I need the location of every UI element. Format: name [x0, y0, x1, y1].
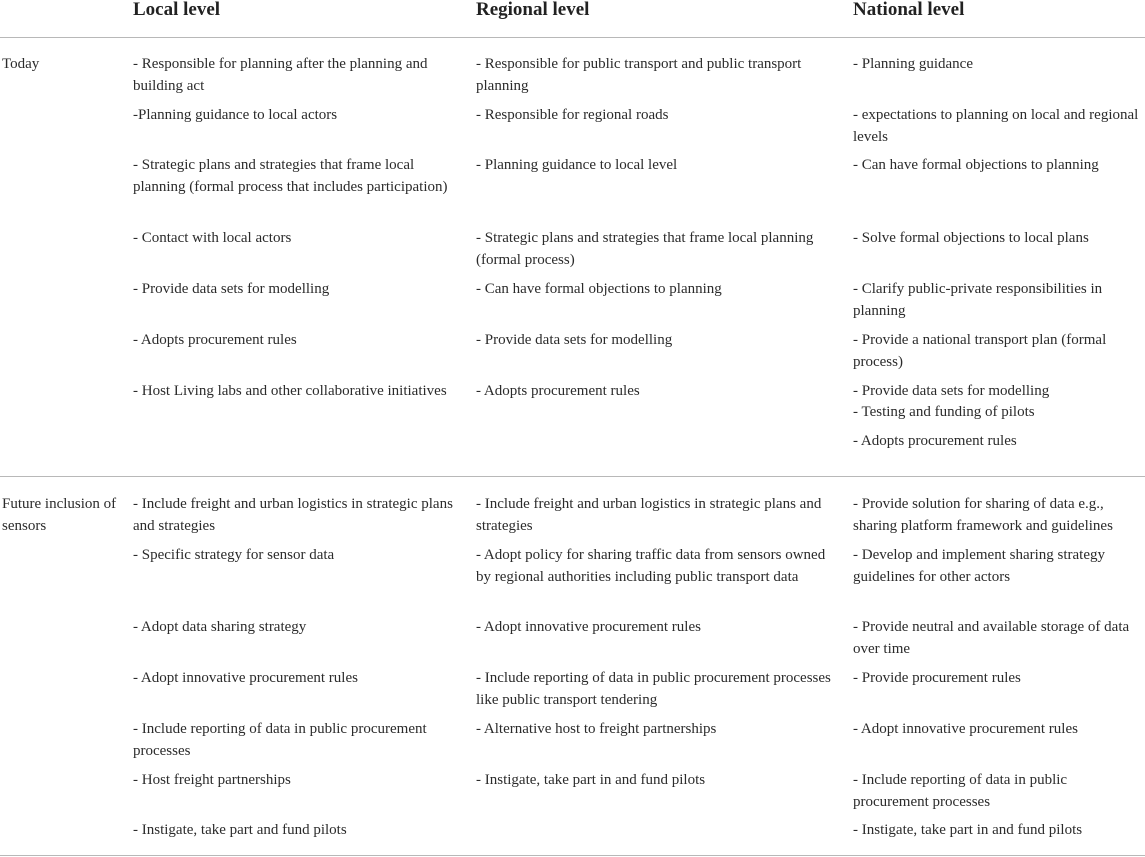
- table-cell: - Include freight and urban logistics in strategic plans and strategies: [133, 496, 453, 534]
- table-cell: - Testing and funding of pilots: [853, 404, 1035, 420]
- table-cell: - Strategic plans and strategies that frame local planning (formal process that includes participation): [133, 157, 448, 195]
- table-cell: - Adopt innovative procurement rules: [853, 721, 1078, 737]
- table-cell: - Responsible for regional roads: [476, 107, 669, 123]
- table-cell: - Adopts procurement rules: [853, 433, 1017, 449]
- table-cell: - Solve formal objections to local plans: [853, 230, 1089, 246]
- table-cell: - Provide neutral and available storage of data over time: [853, 619, 1130, 657]
- table-bottom-divider: [0, 855, 1145, 856]
- table-cell: - Responsible for public transport and public transport planning: [476, 56, 802, 94]
- table-cell: - Include reporting of data in public procurement processes: [133, 721, 427, 759]
- column-header-national: National level: [853, 0, 965, 20]
- table-cell: - Contact with local actors: [133, 230, 292, 246]
- table-cell: - Include reporting of data in public procurement processes like public transport tendering: [476, 670, 831, 708]
- table-cell: - Provide data sets for modelling: [476, 332, 673, 348]
- table-cell: - Include reporting of data in public procurement processes: [853, 772, 1068, 810]
- table-cell: -Planning guidance to local actors: [133, 107, 338, 123]
- table-cell: - Planning guidance to local level: [476, 157, 678, 173]
- section-divider: [0, 476, 1145, 477]
- table-cell: - Adopt policy for sharing traffic data from sensors owned by regional authorities including public transport data: [476, 547, 826, 585]
- table-cell: - Host Living labs and other collaborative initiatives: [133, 383, 447, 399]
- table-cell: - Planning guidance: [853, 56, 973, 72]
- header-divider: [0, 37, 1145, 38]
- table-cell: - Provide a national transport plan (formal process): [853, 332, 1107, 370]
- table-cell: - Adopt innovative procurement rules: [476, 619, 701, 635]
- table-cell: - Instigate, take part in and fund pilots: [853, 822, 1083, 838]
- table-cell: - Include freight and urban logistics in strategic plans and strategies: [476, 496, 822, 534]
- table-cell: - Adopts procurement rules: [133, 332, 297, 348]
- table-cell: - Adopt innovative procurement rules: [133, 670, 358, 686]
- table-cell: - Alternative host to freight partnerships: [476, 721, 717, 737]
- table-cell: - Can have formal objections to planning: [853, 157, 1099, 173]
- table-cell: - Develop and implement sharing strategy guidelines for other actors: [853, 547, 1106, 585]
- table-cell: - Instigate, take part and fund pilots: [133, 822, 347, 838]
- table-cell: - Provide solution for sharing of data e.g., sharing platform framework and guidelines: [853, 496, 1113, 534]
- section-label-future: Future inclusion of sensors: [2, 496, 117, 534]
- table-cell: - Provide data sets for modelling: [133, 281, 330, 297]
- table-cell: - Provide procurement rules: [853, 670, 1021, 686]
- table-cell: - Instigate, take part in and fund pilots: [476, 772, 706, 788]
- table-cell: - Clarify public-private responsibilities in planning: [853, 281, 1103, 319]
- table-cell: - Can have formal objections to planning: [476, 281, 722, 297]
- table-cell: - expectations to planning on local and regional levels: [853, 107, 1139, 145]
- table-cell: - Provide data sets for modelling: [853, 383, 1050, 399]
- column-header-local: Local level: [133, 0, 221, 20]
- table-cell: - Specific strategy for sensor data: [133, 547, 335, 563]
- table-cell: - Adopts procurement rules: [476, 383, 640, 399]
- section-label-today: Today: [2, 56, 40, 72]
- column-header-regional: Regional level: [476, 0, 590, 20]
- table-cell: - Responsible for planning after the planning and building act: [133, 56, 428, 94]
- table-cell: - Host freight partnerships: [133, 772, 291, 788]
- table-cell: - Adopt data sharing strategy: [133, 619, 307, 635]
- table-cell: - Strategic plans and strategies that frame local planning (formal process): [476, 230, 814, 268]
